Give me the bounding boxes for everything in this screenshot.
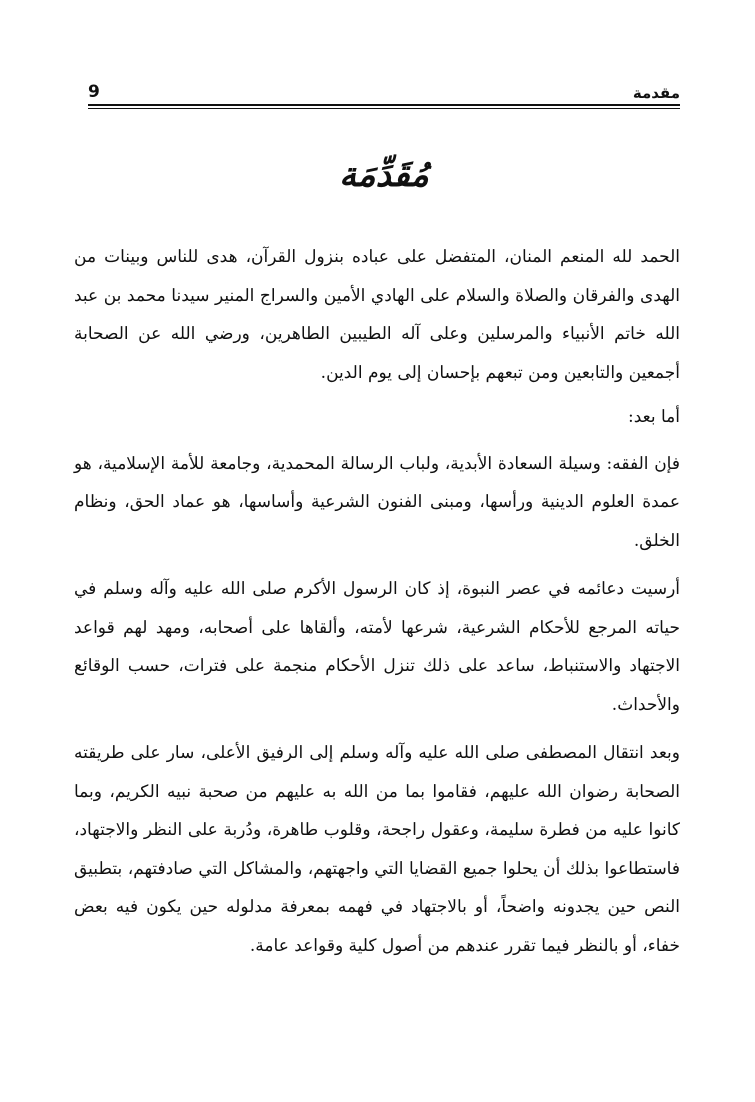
header-rule bbox=[88, 104, 680, 106]
paragraph-fiqh-definition: فإن الفقه: وسيلة السعادة الأبدية، ولباب الرسالة المحمدية، وجامعة للأمة الإسلامية، هو عمدة العلوم الدينية ورأسها، ومبنى الفنون الشرعية وأساسها، هو عماد الحق، ونظام الخلق. bbox=[74, 453, 680, 551]
header-rule-thin bbox=[88, 108, 680, 109]
paragraph-amma-baad: أما بعد: bbox=[628, 407, 680, 427]
paragraph-praise: الحمد لله المنعم المنان، المتفضل على عباده بنزول القرآن، هدى للناس وبينات من الهدى والفرقان والصلاة والسلام على الهادي الأمين والسراج المنير سيدنا محمد بن عبد الله خاتم الأنبياء والمرسلين وعلى آله الطيبين الطاهرين، ورضي الله عن الصحابة أجمعين والتابعين ومن تبعهم بإحسان إلى يوم الدين. bbox=[74, 247, 680, 383]
chapter-title: مُقَدِّمَة bbox=[339, 155, 429, 195]
body-text bbox=[74, 238, 680, 975]
running-header bbox=[88, 82, 680, 104]
running-header-title: مقدمة bbox=[632, 84, 680, 102]
page-number: 9 bbox=[88, 82, 100, 102]
paragraph-companions: وبعد انتقال المصطفى صلى الله عليه وآله وسلم إلى الرفيق الأعلى، سار على طريقته الصحابة رضوان الله عليهم، فقاموا بما من الله به عليهم من صحبة نبيه الكريم، وبما كانوا عليه من فطرة سليمة، وعقول راجحة، وقلوب طاهرة، ودُربة على النظر والاجتهاد، فاستطاعوا بذلك أن يحلوا جميع القضايا التي واجهتهم، والمشاكل التي صادفتهم، بتطبيق النص حين يجدونه واضحاً، أو بالاجتهاد في فهمه بمعرفة مدلوله حين يكون فيه بعض خفاء، أو بالنظر فيما تقرر عندهم من أصول كلية وقواعد عامة. bbox=[74, 743, 680, 956]
paragraph-prophetic-era: أرسيت دعائمه في عصر النبوة، إذ كان الرسول الأكرم صلى الله عليه وآله وسلم في حياته المرجع للأحكام الشرعية، شرعها لأمته، وألقاها على أصحابه، ومهد لهم قواعد الاجتهاد والاستنباط، ساعد على ذلك تنزل الأحكام منجمة على فترات، حسب الوقائع والأحداث. bbox=[74, 579, 680, 715]
